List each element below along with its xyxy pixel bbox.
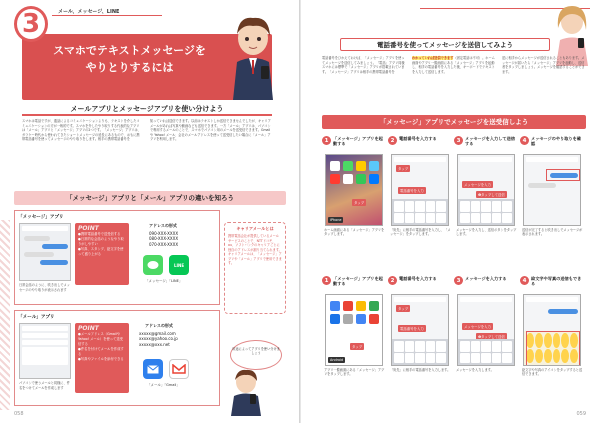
mail-app-caption: 「メール」「Gmail」 <box>147 383 180 387</box>
mail-row <box>22 326 68 331</box>
step-number: 2 <box>388 276 397 285</box>
message-app-caption: 「メッセージ」「LINE」 <box>145 279 183 283</box>
mail-app-panel <box>14 310 220 406</box>
platform-tag: iPhone <box>330 218 342 222</box>
platform-tag: Android <box>330 358 344 362</box>
messages-app-icon <box>143 255 163 275</box>
mail-app-screenshot <box>19 323 71 379</box>
mail-body <box>22 347 68 365</box>
step-number: 2 <box>388 136 397 145</box>
message-app-label: 「メッセージ」アプリ <box>18 215 64 220</box>
tap-tag: タップ <box>354 201 365 205</box>
mail-point-item: ●件名を付けてメールを作成する <box>78 347 124 356</box>
step-number: 4 <box>520 136 529 145</box>
chapter-label: メール、メッセージ、LINE <box>58 9 120 15</box>
mail-addr: xxxxx@xxx.net <box>139 341 170 347</box>
keyword-box <box>224 222 286 314</box>
enter-message-tag: メッセージを入力 <box>464 325 491 329</box>
intro-text-col1: スマホは電話ですが、通話によるコミュニケーションよりも、テキストを介したコミュニケーションの方が一般的です。スマホを介したやり取りする代表的なアプリは「メール」アプリと「メッセージ」アプリの2つです。「メッセージ」アプリは、ガラケー時代から使われてきたショートメッセージの延長にあるもので、おもに携帯電話番号を使ってメッセージのやり取りをします。相手の携帯電話番号を <box>22 119 141 142</box>
to-row <box>394 157 446 162</box>
message-addr-list <box>149 231 178 247</box>
line-app-icon: LINE <box>169 255 189 275</box>
step-title: メッセージを入力して送信する <box>465 136 515 147</box>
mail-addr-list <box>139 331 178 347</box>
android-step-1 <box>322 276 386 377</box>
speech-bubble: 用途によってアプリを使い分けましょう <box>230 340 282 370</box>
page-title <box>52 42 207 76</box>
sent-bubble <box>548 309 578 314</box>
message-row <box>22 226 68 231</box>
step-number: 1 <box>322 136 331 145</box>
intro-text-col2: 知っていれば送信できます。以前はテキストしか送信できませんでしたが、キャリアメールがあれば写真や動画なども送信できます。一方「メール」アプリは、パソコンで利用するメールのことで、スマホでパソコン用のメールを送受信できます。Gmailや Yahoo! メール、会社のメールアドレスを使って送受信したい場合に「メール」アプリを利用します。 <box>150 119 271 142</box>
keyboard <box>458 339 514 365</box>
right-text-col1-body: 電話番号をひかえておけば、「メッセージ」アプリを使ってメッセージを送信してみましょう。「電話」アプリ同様スマホには標準で「メッセージ」アプリが搭載されています。「メッセージ」アプリは相手の携帯電話番号を <box>322 56 405 74</box>
step-number: 4 <box>520 276 529 285</box>
mail-addr: xxxxx@gmail.com <box>139 331 176 336</box>
title-banner <box>22 34 272 100</box>
message-addr: 080-XXX-XXXX <box>149 236 179 242</box>
step-title: 「メッセージ」アプリを起動する <box>333 136 383 147</box>
mail-caption: パソコンで使うメールと同様に、件名をつけてメールを作成します <box>19 381 70 390</box>
iphone-compose-screenshot <box>457 154 515 226</box>
android-new-message-screenshot <box>391 294 449 366</box>
message-addr: 090-XXX-XXXX <box>149 231 179 236</box>
right-text-col1 <box>322 56 406 74</box>
iphone-step-2 <box>388 136 452 237</box>
iphone-step-4 <box>520 136 584 237</box>
chapter-rule <box>52 15 162 16</box>
received-bubble <box>24 236 50 241</box>
message-point-title: POINT <box>78 225 99 232</box>
sent-bubble <box>40 260 68 265</box>
android-compose-screenshot <box>457 294 515 366</box>
step-caption: メッセージを入力します。 <box>456 368 494 372</box>
iphone-step-3 <box>454 136 518 237</box>
app-grid <box>330 161 378 184</box>
section-heading: メールアプリとメッセージアプリを使い分けよう <box>70 105 224 113</box>
header-row <box>526 157 578 162</box>
step-caption: アプリ一覧画面にある「メッセージ」アプリをタップします。 <box>324 368 385 377</box>
compare-banner: 「メッセージ」アプリと「メール」アプリの違いを知ろう <box>14 191 286 205</box>
sent-bubble <box>42 244 68 249</box>
mail-addr: xxxxx@yahoo.co.jp <box>139 336 178 342</box>
right-text-col2-body: （固定電話は不可）。ホーム画面やアプリ一覧画面にある「メッセージ」アプリを起動し、相手の電話番号を入力した後、キーボードでテキストを入力して送信します。 <box>412 56 495 74</box>
received-bubble <box>528 183 556 188</box>
tap-tag: タップ <box>398 307 409 311</box>
mail-app-label: 「メール」アプリ <box>18 315 55 320</box>
page-number-left: 058 <box>14 411 24 417</box>
tap-tag: タップ <box>352 345 363 349</box>
mail-app-icon <box>143 359 163 379</box>
step-caption: 絵文字や写真のアイコンをタップすると送信できます。 <box>522 368 583 377</box>
received-bubble <box>24 252 54 257</box>
keyboard <box>458 199 514 225</box>
message-point-item: ●写真、スタンプ、絵文字を使って盛り上がる <box>78 247 124 256</box>
step-caption: 「宛先」に相手の電話番号を入力し、「メッセージ」をタップします。 <box>390 228 451 237</box>
step-title: 電話番号を入力する <box>399 276 437 281</box>
step-caption: メッセージを入力し、送信ボタンをタップします。 <box>456 228 517 237</box>
app-grid <box>330 301 378 324</box>
gmail-app-icon <box>169 359 189 379</box>
mail-point-title: POINT <box>78 325 99 332</box>
message-app-screenshot <box>19 223 71 281</box>
step-title: メッセージを入力する <box>465 276 507 281</box>
iphone-conversation-screenshot <box>523 154 581 226</box>
tap-send-tag: ❷タップして送信 <box>478 193 505 197</box>
message-addr: 070-XXX-XXXX <box>149 241 179 247</box>
right-text-col3: 逆に相手からメッセージが送信されることもあります。メッセージが届いたら「メッセージ」アプリを起動し、送信者をタップしましょう。メッセージを確認することができます。 <box>502 56 585 74</box>
page-number-right: 059 <box>576 411 586 417</box>
step-number: 3 <box>454 276 463 285</box>
header-row <box>526 297 578 302</box>
keyword-title: キャリアメールとは <box>236 226 274 231</box>
enter-number-tag: 電話番号を入力 <box>400 189 424 193</box>
mail-point-item: ●メールアドレス（Gmailや Yahoo! メール）を使って送受信する <box>78 332 123 346</box>
right-heading: 電話番号を使ってメッセージを送信してみよう <box>340 38 550 51</box>
iphone-new-message-screenshot <box>391 154 449 226</box>
step-title: 絵文字や写真の送信もできる <box>531 276 582 287</box>
chapter-number: 3 <box>14 6 48 42</box>
step-title: 「メッセージ」アプリを起動する <box>333 276 383 287</box>
iphone-home-screenshot <box>325 154 383 226</box>
right-page <box>300 0 600 423</box>
step-title: メッセージのやり取りを確認 <box>531 136 581 147</box>
mail-point-item: ●写真やファイルを添付できる <box>78 357 124 361</box>
right-text-col2 <box>412 56 496 74</box>
iphone-step-1 <box>322 136 386 237</box>
keyboard <box>392 199 448 225</box>
message-point-item: ●携帯電話番号で送受信する <box>78 232 121 236</box>
step-caption: 「宛先」に相手の電話番号を入力します。 <box>390 368 451 372</box>
steps-banner: 「メッセージ」アプリでメッセージを送受信しよう <box>322 115 586 129</box>
left-page-decoration <box>0 220 10 410</box>
mail-addr-title: アドレスの形式 <box>145 323 173 328</box>
tap-tag: タップ <box>398 167 409 171</box>
step-number: 1 <box>322 276 331 285</box>
keyboard <box>392 339 448 365</box>
page-title-line2: やりとりするには <box>85 61 174 74</box>
mail-row <box>22 340 68 345</box>
tap-send-tag: ❷タップして送信 <box>478 335 505 339</box>
android-step-2 <box>388 276 452 372</box>
boy-phone-illustration-icon <box>228 368 264 416</box>
message-point-item: ●日常的な会話のようなやり取りがしやすい <box>78 237 124 246</box>
step-caption: 送信が完了すると吹き出しでメッセージが表示されます。 <box>522 228 583 237</box>
step-number: 3 <box>454 136 463 145</box>
message-point-box <box>75 223 129 285</box>
section-heading-rule <box>22 114 272 116</box>
message-app-panel <box>14 210 220 305</box>
highlight-box <box>546 169 580 181</box>
step-caption: ホーム画面にある「メッセージ」アプリをタップします。 <box>324 228 385 237</box>
android-app-list-screenshot <box>325 294 383 366</box>
highlight-box <box>526 331 580 366</box>
right-text-highlight: わかっていれば送信できます <box>412 56 454 60</box>
keyword-text: 携帯電話会社が提供しているメールサービスのことで、NTTドコモ、au、ソフトバンクのキャリアごとに独自のアドレスが割り当てられます。キャリアメールは、「メッセージ」アプリや「メール」アプリで使用できます。 <box>228 234 282 265</box>
boy-illustration-icon <box>227 12 279 100</box>
enter-number-tag: 電話番号を入力 <box>400 327 424 331</box>
to-row <box>460 297 512 302</box>
step-title: 電話番号を入力する <box>399 136 437 141</box>
mail-point-box <box>75 323 129 393</box>
android-step-3 <box>454 276 518 372</box>
android-step-4 <box>520 276 584 377</box>
message-addr-title: アドレスの形式 <box>149 223 177 228</box>
to-row <box>394 297 446 302</box>
message-caption: 日常会話のように、吹き出しでメッセージのやり取りが表示されます <box>19 283 70 292</box>
android-emoji-screenshot <box>523 294 581 366</box>
to-row <box>460 157 512 162</box>
mail-row <box>22 333 68 338</box>
page-title-line1: スマホでテキストメッセージを <box>53 44 206 57</box>
enter-message-tag: メッセージを入力 <box>464 183 491 187</box>
